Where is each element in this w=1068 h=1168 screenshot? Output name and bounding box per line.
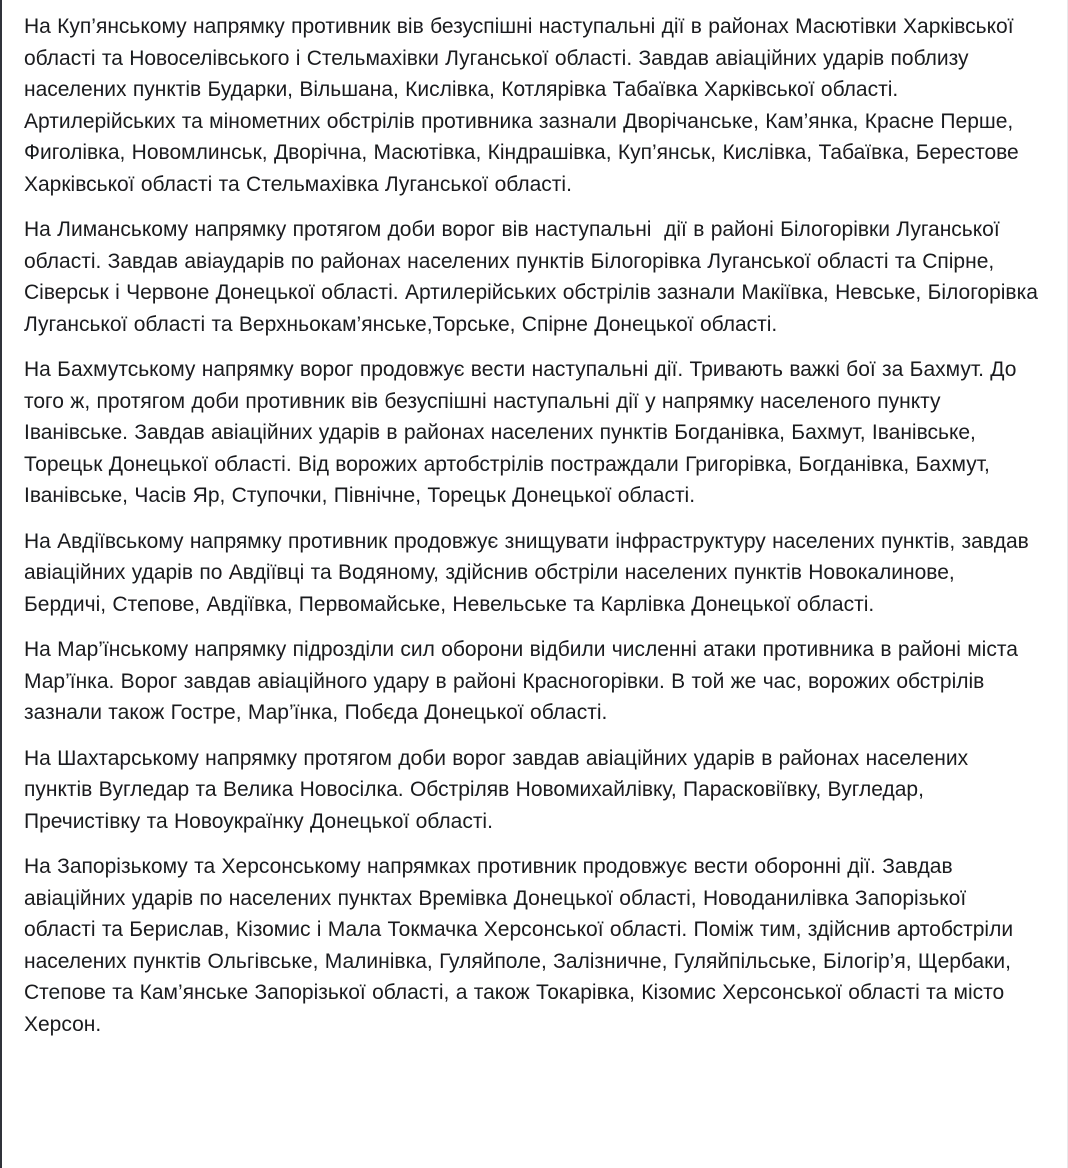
paragraph-shakhtarsk-direction: На Шахтарському напрямку протягом доби ворог завдав авіаційних ударів в районах населених пунктів Вугледар та Велика Новосілка. Обстріляв Новомихайлівку, Парасковіївку, Вугледар, Пречистівку та Новоукраїнку Донецької області. <box>24 746 975 833</box>
paragraph-bakhmut-direction: На Бахмутському напрямку ворог продовжує вести наступальні дії. Тривають важкі бої за Бахмут. До того ж, протягом доби противник вів безуспішні наступальні дії у напрямку населеного пункту Іванівське. Завдав авіаційних ударів в районах населених пунктів Богданівка, Бахмут, Іванівське, Торецьк Донецької області. Від ворожих артобстрілів постраждали Григорівка, Богданівка, Бахмут, Іванівське, Часів Яр, Ступочки, Північне, Торецьк Донецької області. <box>24 358 1023 507</box>
paragraph-avdiivka-direction: На Авдіївському напрямку противник продовжує знищувати інфраструктуру населених пунктів, завдав авіаційних ударів по Авдіївці та Водяному, здійснив обстріли населених пунктів Новокалинове, Бердичі, Степове, Авдіївка, Первомайське, Невельське та Карлівка Донецької області. <box>24 529 1036 616</box>
paragraph-zaporizhzhia-kherson-direction: На Запорізькому та Херсонському напрямках противник продовжує вести оборонні дії. Завдав авіаційних ударів по населених пунктах Времівка Донецької області, Новоданилівка Запорізької області та Берислав, Кізомис і Мала Токмачка Херсонської області. Поміж тим, здійснив артобстріли населених пунктів Ольгівське, Малинівка, Гуляйполе, Залізничне, Гуляйпільське, Білогір’я, Щербаки, Степове та Кам’янське Запорізької області, а також Токарівка, Кізомис Херсонської області та місто Херсон. <box>24 855 1020 1036</box>
paragraph-marinka-direction: На Мар’їнському напрямку підрозділи сил оборони відбили численні атаки противника в районі міста Мар’їнка. Ворог завдав авіаційного удару в районі Красногорівки. В той же час, ворожих обстрілів зазнали також Гостре, Мар’їнка, Побєда Донецької області. <box>24 638 1025 724</box>
paragraph-kupiansk-direction: На Куп’янському напрямку противник вів безуспішні наступальні дії в районах Масютівки Харківської області та Новоселівського і Стельмахівки Луганської області. Завдав авіаційних ударів поблизу населених пунктів Бударки, Вільшана, Кислівка, Котлярівка Табаївка Харківської області. Артилерійських та мінометних обстрілів противника зазнали Дворічанське, Кам’янка, Красне Перше, Фиголівка, Новомлинськ, Дворічна, Масютівка, Кіндрашівка, Куп’янськ, Кислівка, Табаївка, Берестове Харківської області та Стельмахівка Луганської області. <box>24 15 1026 196</box>
paragraph-lyman-direction: На Лиманському напрямку протягом доби ворог вів наступальні дії в районі Білогорівки Луганської області. Завдав авіаударів по районах населених пунктів Білогорівка Луганської області та Спірне, Сіверськ і Червоне Донецької області. Артилерійських обстрілів зазнали Макіївка, Невське, Білогорівка Луганської області та Верхньокам’янське,Торське, Спірне Донецької області. <box>24 218 1045 336</box>
